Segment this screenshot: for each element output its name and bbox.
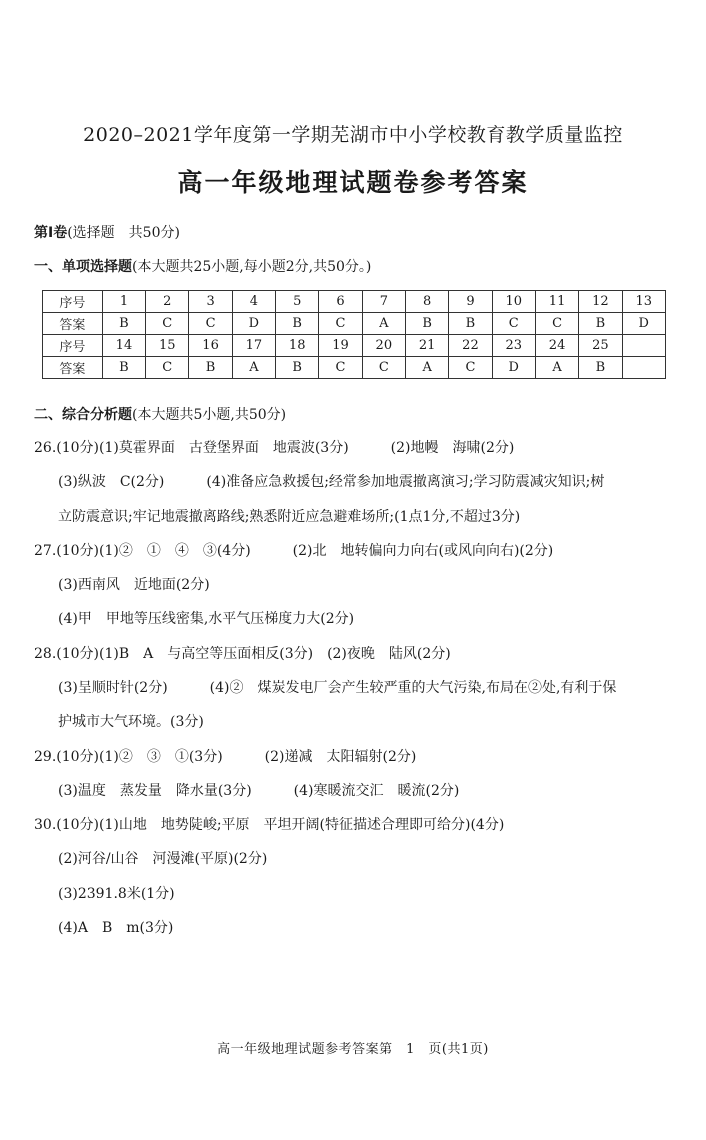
answer-cell: B	[102, 313, 145, 335]
answer-line: 护城市大气环境。(3分)	[58, 714, 204, 730]
answer-cell: D	[232, 313, 275, 335]
answer-cell: 8	[405, 291, 448, 313]
answer-cell: C	[362, 357, 405, 379]
answer-line: (3)西南风 近地面(2分)	[58, 577, 210, 593]
answer-cell: B	[276, 357, 319, 379]
answer-cell: 7	[362, 291, 405, 313]
answer-line: (3)呈顺时针(2分) (4)② 煤炭发电厂会产生较严重的大气污染,布局在②处,有利于保	[58, 680, 617, 696]
answer-line: (4)A B m(3分)	[58, 920, 174, 936]
page-footer: 高一年级地理试题参考答案第 1 页(共1页)	[217, 1042, 489, 1057]
answer-cell: C	[449, 357, 492, 379]
row-label: 序号	[43, 291, 103, 313]
part1-title: 第Ⅰ卷	[34, 225, 68, 241]
answer-cell: C	[146, 357, 189, 379]
answer-cell: A	[535, 357, 578, 379]
answer-cell: B	[276, 313, 319, 335]
answer-table-row	[43, 313, 666, 335]
answer-line: (3)纵波 C(2分) (4)准备应急救援包;经常参加地震撤离演习;学习防震减灾知识;树	[58, 474, 605, 490]
answer-cell: 11	[535, 291, 578, 313]
answer-cell: 14	[102, 335, 145, 357]
answer-cell: 1	[102, 291, 145, 313]
answer-cell: 13	[622, 291, 665, 313]
answer-cell: C	[319, 313, 362, 335]
answer-cell: 21	[405, 335, 448, 357]
answer-cell: 23	[492, 335, 535, 357]
answer-cell: C	[492, 313, 535, 335]
answer-cell	[622, 335, 665, 357]
answer-table	[42, 290, 666, 379]
answer-cell: 5	[276, 291, 319, 313]
answer-line: 27.(10分)(1)② ① ④ ③(4分) (2)北 地转偏向力向右(或风向向右)(2分)	[34, 543, 554, 559]
section2-title: 二、综合分析题	[34, 407, 132, 423]
answer-cell: 2	[146, 291, 189, 313]
answer-table-row	[43, 335, 666, 357]
answer-line: (2)河谷/山谷 河漫滩(平原)(2分)	[58, 851, 268, 867]
answer-cell: B	[579, 313, 622, 335]
row-label: 序号	[43, 335, 103, 357]
answer-cell: B	[449, 313, 492, 335]
answer-cell: 24	[535, 335, 578, 357]
answer-cell: 9	[449, 291, 492, 313]
answer-cell: B	[189, 357, 232, 379]
answer-table-row	[43, 291, 666, 313]
answer-cell: B	[102, 357, 145, 379]
answer-cell: 4	[232, 291, 275, 313]
answer-line: (3)2391.8米(1分)	[58, 886, 175, 902]
answer-cell: C	[319, 357, 362, 379]
row-label: 答案	[43, 313, 103, 335]
answer-line: 30.(10分)(1)山地 地势陡峻;平原 平坦开阔(特征描述合理即可给分)(4分)	[34, 817, 505, 833]
answer-cell: A	[362, 313, 405, 335]
answer-line: 26.(10分)(1)莫霍界面 古登堡界面 地震波(3分) (2)地幔 海啸(2分)	[34, 440, 515, 456]
section1-heading	[34, 256, 371, 276]
row-label: 答案	[43, 357, 103, 379]
page-title: 高一年级地理试题卷参考答案	[177, 168, 529, 197]
answer-cell	[622, 357, 665, 379]
exam-header: 2020–2021学年度第一学期芜湖市中小学校教育教学质量监控	[83, 124, 623, 146]
answer-cell: 20	[362, 335, 405, 357]
part1-heading	[34, 222, 180, 242]
answer-cell: D	[492, 357, 535, 379]
answer-cell: 19	[319, 335, 362, 357]
section1-title: 一、单项选择题	[34, 259, 132, 275]
answer-cell: A	[232, 357, 275, 379]
answer-cell: 22	[449, 335, 492, 357]
part1-title-rest: (选择题 共50分)	[67, 225, 180, 241]
answer-cell: C	[535, 313, 578, 335]
answer-cell: 17	[232, 335, 275, 357]
answer-cell: B	[405, 313, 448, 335]
answer-line: (3)温度 蒸发量 降水量(3分) (4)寒暖流交汇 暖流(2分)	[58, 783, 460, 799]
answer-cell: 3	[189, 291, 232, 313]
answer-cell: 16	[189, 335, 232, 357]
answer-cell: B	[579, 357, 622, 379]
answer-table-row	[43, 357, 666, 379]
section2-heading	[34, 404, 286, 424]
answer-cell: 12	[579, 291, 622, 313]
answer-cell: C	[146, 313, 189, 335]
answer-cell: C	[189, 313, 232, 335]
section1-title-rest: (本大题共25小题,每小题2分,共50分。)	[132, 259, 372, 275]
answer-cell: 25	[579, 335, 622, 357]
answer-cell: 15	[146, 335, 189, 357]
answer-line: 立防震意识;牢记地震撤离路线;熟悉附近应急避难场所;(1点1分,不超过3分)	[58, 509, 521, 525]
answer-cell: A	[405, 357, 448, 379]
answer-line: 29.(10分)(1)② ③ ①(3分) (2)递减 太阳辐射(2分)	[34, 749, 417, 765]
answer-cell: 6	[319, 291, 362, 313]
answer-cell: D	[622, 313, 665, 335]
answer-line: (4)甲 甲地等压线密集,水平气压梯度力大(2分)	[58, 611, 355, 627]
section2-title-rest: (本大题共5小题,共50分)	[132, 407, 287, 423]
answer-cell: 18	[276, 335, 319, 357]
answer-cell: 10	[492, 291, 535, 313]
answer-line: 28.(10分)(1)B A 与高空等压面相反(3分) (2)夜晚 陆风(2分)	[34, 646, 451, 662]
